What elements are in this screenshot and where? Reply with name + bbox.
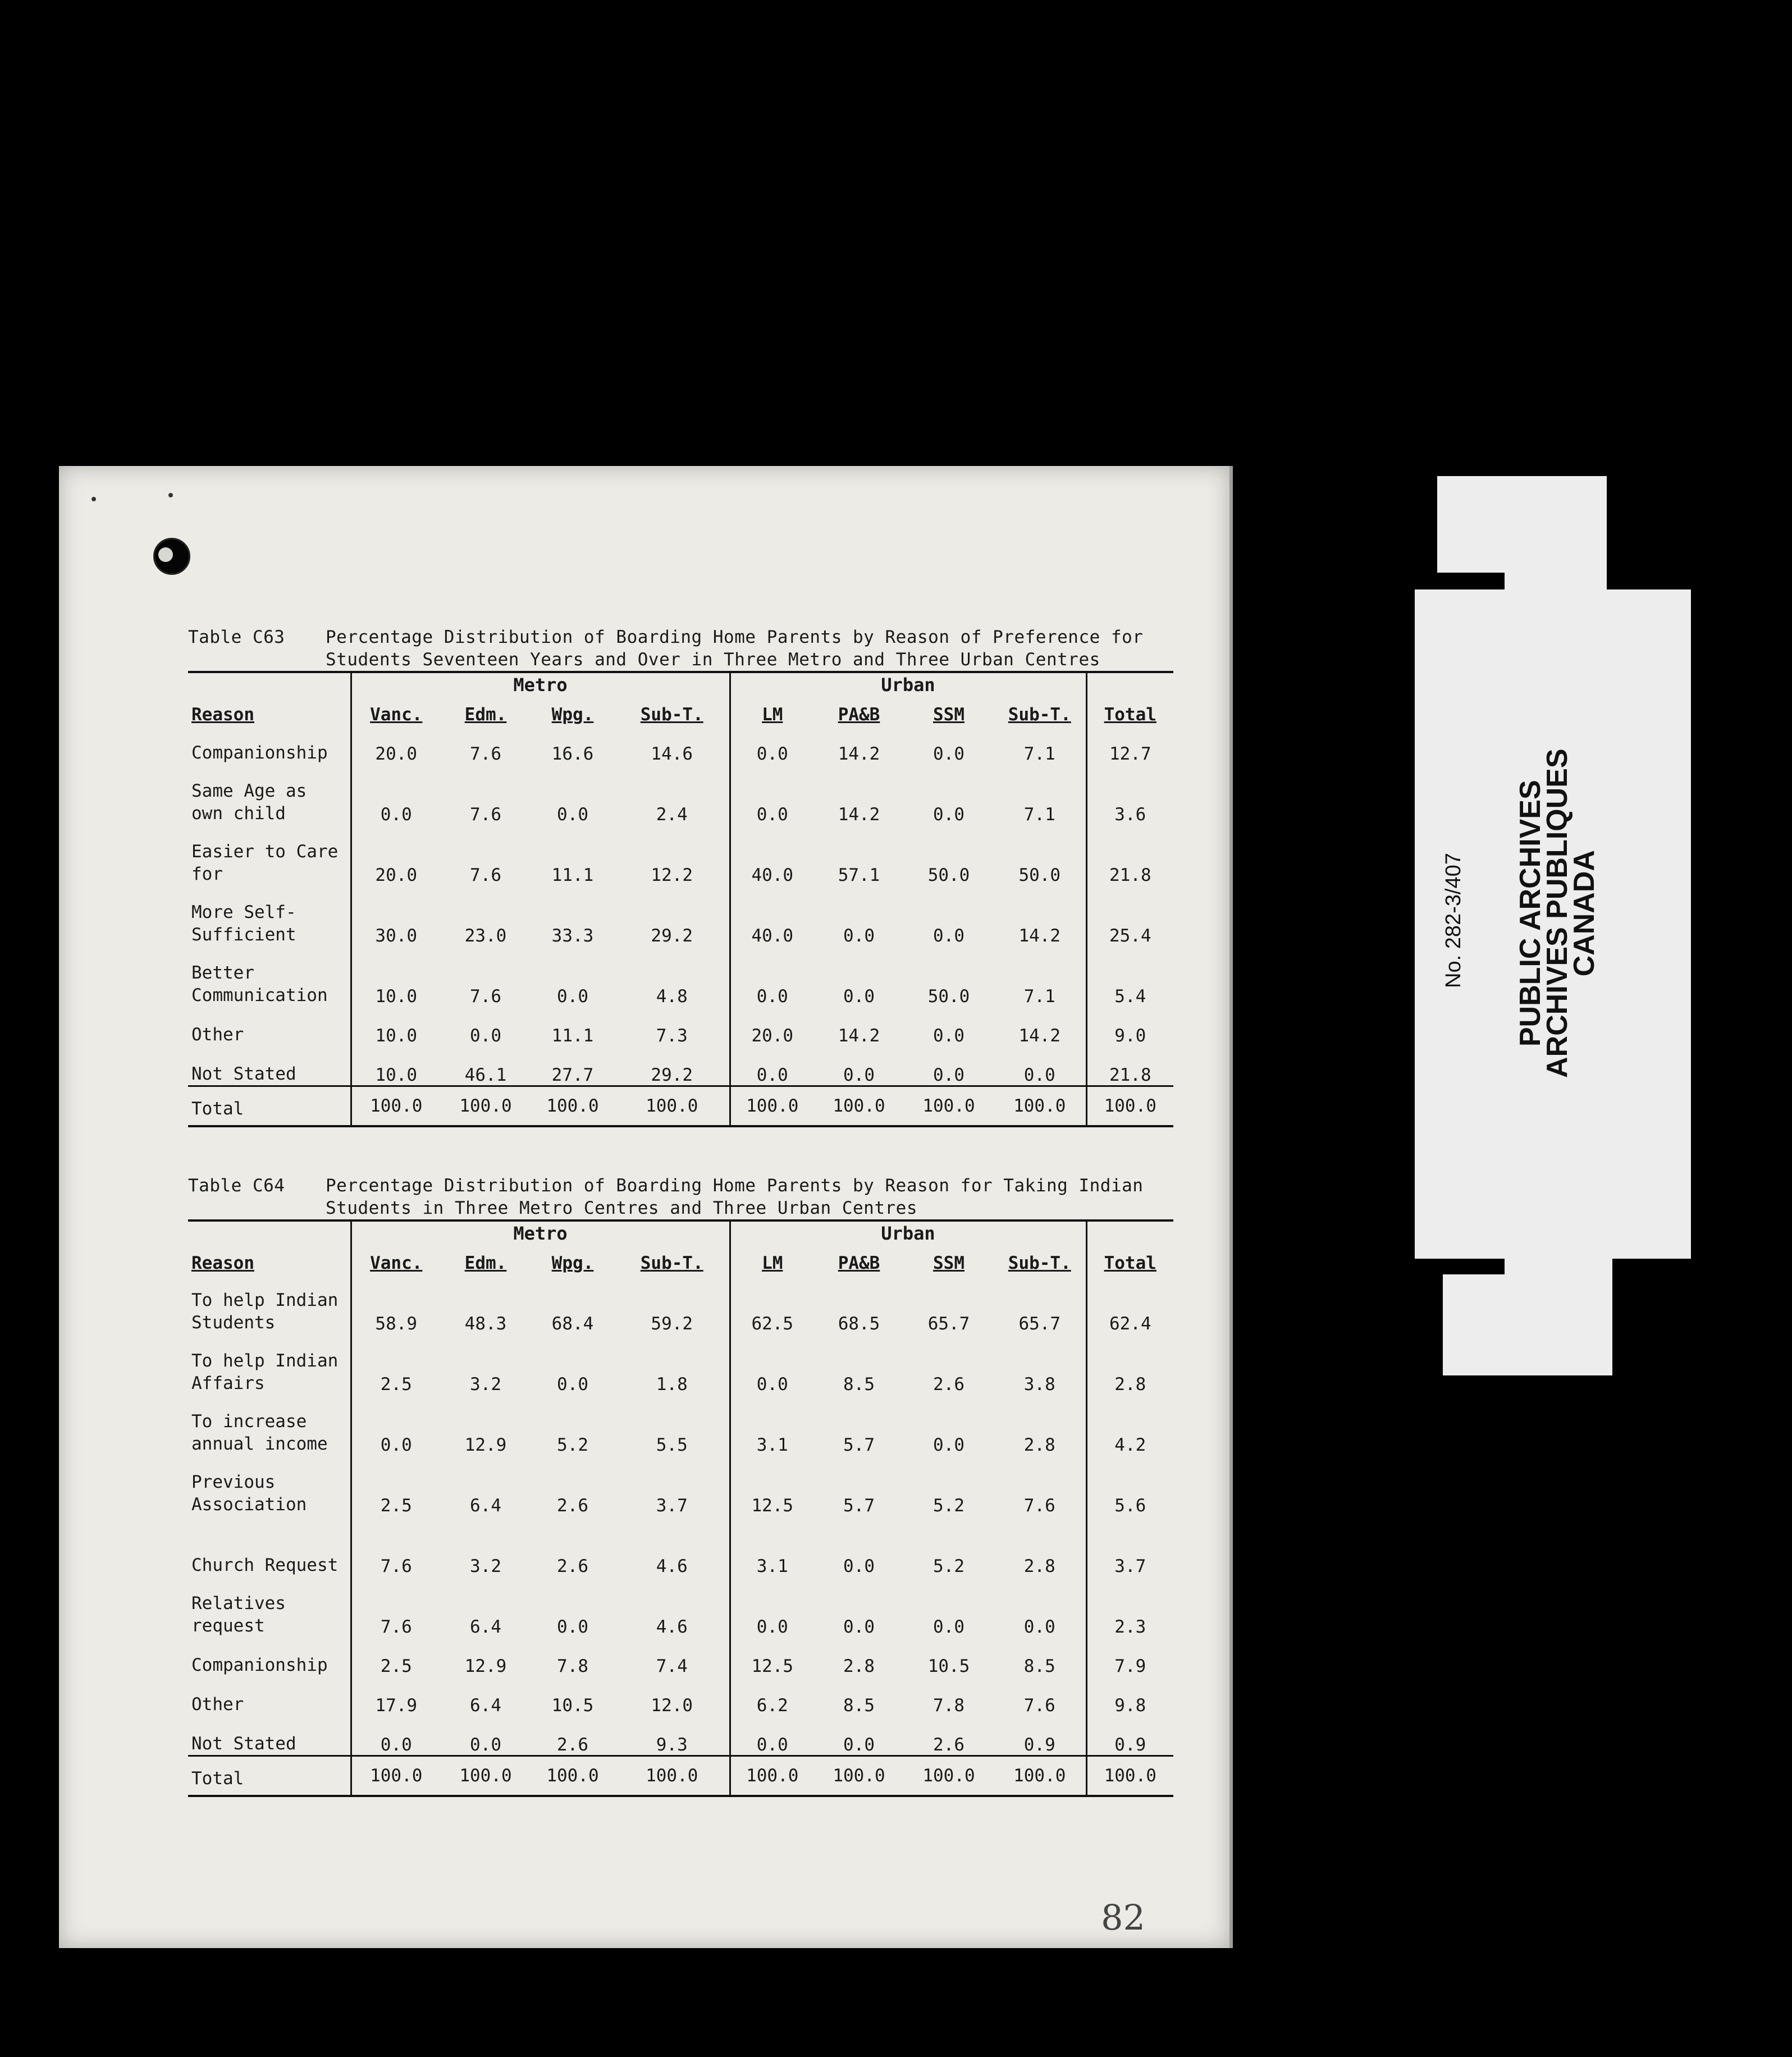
table-row <box>188 1007 1173 1046</box>
table-cell: 2.5 <box>380 1656 412 1676</box>
table-cell: 10.0 <box>375 986 418 1007</box>
table-c63-id: Table C63 <box>188 627 285 647</box>
table-c64-block <box>188 1174 1173 1797</box>
table-cell: 21.8 <box>1109 865 1151 885</box>
table-cell: 12.9 <box>464 1435 507 1455</box>
column-header-vanc: Vanc. <box>370 705 423 725</box>
table-cell: 100.0 <box>441 1086 531 1127</box>
table-c63 <box>188 671 1173 1127</box>
table-cell: 4.6 <box>615 1516 730 1576</box>
table-c64-header-row <box>188 1244 1173 1273</box>
table-cell: 4.6 <box>615 1576 730 1637</box>
table-cell: 100.0 <box>814 1086 904 1127</box>
table-cell: 6.4 <box>470 1617 501 1637</box>
table-cell: 0.0 <box>380 1435 412 1455</box>
table-row <box>188 825 1173 885</box>
label-notch <box>1415 573 1505 589</box>
table-cell: 7.6 <box>380 1556 412 1576</box>
table-cell: 100.0 <box>814 1756 904 1797</box>
row-reason: More Self-Sufficient <box>188 885 351 946</box>
table-cell: 2.8 <box>994 1395 1086 1455</box>
table-cell: 50.0 <box>927 865 970 885</box>
table-cell: 0.0 <box>470 1735 501 1755</box>
table-cell: 2.3 <box>1114 1617 1146 1637</box>
row-reason: Previous Association <box>188 1455 351 1516</box>
archive-label-line: PUBLIC ARCHIVES <box>1514 780 1547 1047</box>
table-cell: 100.0 <box>904 1086 994 1127</box>
label-notch <box>1415 1259 1505 1274</box>
table-cell: 0.0 <box>843 986 875 1007</box>
table-cell: 12.5 <box>751 1656 794 1676</box>
table-cell: 10.5 <box>927 1656 970 1676</box>
row-reason: To help Indian Affairs <box>188 1334 351 1395</box>
table-cell: 33.3 <box>551 926 594 946</box>
table-cell: 11.1 <box>551 865 594 885</box>
row-reason: Church Request <box>188 1516 351 1576</box>
table-cell: 5.7 <box>843 1435 875 1455</box>
table-cell: 6.2 <box>756 1695 788 1716</box>
table-cell: 29.2 <box>615 1046 730 1086</box>
table-cell: 8.5 <box>843 1374 875 1395</box>
table-cell: 0.0 <box>557 1374 588 1395</box>
column-header-metro-subtotal: Sub-T. <box>640 705 703 725</box>
table-cell: 68.5 <box>838 1314 880 1334</box>
row-reason: Not Stated <box>188 1046 351 1086</box>
archive-label-line: CANADA <box>1568 850 1601 977</box>
table-cell: 46.1 <box>464 1065 507 1085</box>
table-cell: 7.6 <box>470 804 501 825</box>
table-cell: 10.0 <box>375 1026 418 1046</box>
table-cell: 14.6 <box>615 725 730 764</box>
table-cell: 100.0 <box>531 1086 615 1127</box>
table-cell: 2.6 <box>557 1496 588 1516</box>
table-cell: 7.1 <box>994 946 1086 1007</box>
table-cell: 12.5 <box>751 1496 794 1516</box>
table-cell: 20.0 <box>751 1026 794 1046</box>
table-cell: 6.4 <box>470 1496 501 1516</box>
table-cell: 0.0 <box>843 1065 875 1085</box>
table-c63-group-row <box>188 672 1173 696</box>
group-header-metro: Metro <box>351 1221 730 1244</box>
table-cell: 1.8 <box>615 1334 730 1395</box>
table-row <box>188 1716 1173 1756</box>
table-c64 <box>188 1219 1173 1797</box>
table-cell: 50.0 <box>994 825 1086 885</box>
table-cell: 7.9 <box>1114 1656 1146 1676</box>
group-header-urban: Urban <box>730 672 1086 696</box>
table-cell: 10.5 <box>551 1695 594 1716</box>
table-cell: 0.0 <box>994 1046 1086 1086</box>
table-cell: 7.8 <box>933 1695 965 1716</box>
table-cell: 23.0 <box>464 926 507 946</box>
table-row <box>188 764 1173 825</box>
table-cell: 0.0 <box>933 1617 965 1637</box>
table-cell: 0.0 <box>843 1556 875 1576</box>
table-cell: 0.0 <box>843 1617 875 1637</box>
column-header-metro-subtotal: Sub-T. <box>640 1253 703 1273</box>
table-cell: 20.0 <box>375 865 418 885</box>
table-cell: 20.0 <box>375 744 418 764</box>
table-cell: 100.0 <box>730 1756 814 1797</box>
table-cell: 65.7 <box>927 1314 970 1334</box>
table-cell: 0.0 <box>557 804 588 825</box>
table-cell: 0.0 <box>557 1617 588 1637</box>
column-header-vanc: Vanc. <box>370 1253 423 1273</box>
table-cell: 65.7 <box>994 1273 1086 1334</box>
table-cell: 27.7 <box>551 1065 594 1085</box>
table-cell: 3.8 <box>994 1334 1086 1395</box>
document-page <box>59 466 1233 1948</box>
table-cell: 68.4 <box>551 1314 594 1334</box>
table-cell: 2.8 <box>1114 1374 1146 1395</box>
table-cell: 2.6 <box>933 1374 965 1395</box>
table-cell: 7.1 <box>994 725 1086 764</box>
table-cell: 6.4 <box>470 1695 501 1716</box>
table-cell: 100.0 <box>615 1756 730 1797</box>
row-reason: Other <box>188 1676 351 1716</box>
column-header-urban-subtotal: Sub-T. <box>1008 1253 1071 1273</box>
row-reason: To help Indian Students <box>188 1273 351 1334</box>
speck <box>92 497 96 501</box>
row-reason: Companionship <box>188 725 351 764</box>
table-row <box>188 1516 1173 1576</box>
table-cell: 0.0 <box>557 986 588 1007</box>
table-cell: 50.0 <box>927 986 970 1007</box>
table-cell: 8.5 <box>843 1695 875 1716</box>
table-cell: 7.6 <box>470 865 501 885</box>
table-cell: 25.4 <box>1109 926 1151 946</box>
table-cell: 0.0 <box>843 1735 875 1755</box>
table-cell: 0.0 <box>933 804 965 825</box>
row-reason: Relatives request <box>188 1576 351 1637</box>
row-reason: To increase annual income <box>188 1395 351 1455</box>
table-cell: 2.6 <box>557 1556 588 1576</box>
column-header-total: Total <box>1104 1253 1156 1273</box>
table-cell: 7.3 <box>615 1007 730 1046</box>
table-cell: 9.8 <box>1114 1695 1146 1716</box>
table-cell: 5.5 <box>615 1395 730 1455</box>
table-cell: 0.0 <box>756 1374 788 1395</box>
table-row <box>188 1395 1173 1455</box>
table-cell: 7.6 <box>380 1617 412 1637</box>
table-cell: 12.7 <box>1109 744 1151 764</box>
table-cell: 4.2 <box>1114 1435 1146 1455</box>
page-number: 82 <box>1101 1897 1145 1938</box>
table-c63-caption <box>188 626 1173 671</box>
table-cell: 5.4 <box>1114 986 1146 1007</box>
table-cell: 100.0 <box>904 1756 994 1797</box>
table-cell: 5.7 <box>843 1496 875 1516</box>
table-cell: 2.6 <box>933 1735 965 1755</box>
column-header-pab: PA&B <box>838 705 880 725</box>
table-cell: 7.1 <box>994 764 1086 825</box>
table-cell: 48.3 <box>464 1314 507 1334</box>
row-reason: Not Stated <box>188 1716 351 1756</box>
table-row <box>188 1576 1173 1637</box>
table-cell: 62.4 <box>1109 1314 1151 1334</box>
column-header-ssm: SSM <box>933 705 965 725</box>
table-cell: 21.8 <box>1109 1065 1151 1085</box>
column-header-edm: Edm. <box>464 705 507 725</box>
table-cell: 14.2 <box>838 804 880 825</box>
table-cell: 40.0 <box>751 926 794 946</box>
table-cell: 2.6 <box>557 1735 588 1755</box>
table-cell: 29.2 <box>615 885 730 946</box>
table-cell: 14.2 <box>994 1007 1086 1046</box>
row-reason: Total <box>188 1756 351 1797</box>
table-cell: 2.5 <box>380 1496 412 1516</box>
table-cell: 0.0 <box>843 926 875 946</box>
table-cell: 0.9 <box>994 1716 1086 1756</box>
table-cell: 7.6 <box>994 1676 1086 1716</box>
archive-label-text <box>1514 748 1601 1078</box>
table-cell: 8.5 <box>994 1637 1086 1676</box>
table-cell: 5.2 <box>933 1496 965 1516</box>
table-cell: 2.4 <box>615 764 730 825</box>
table-cell: 5.6 <box>1114 1496 1146 1516</box>
table-cell: 14.2 <box>994 885 1086 946</box>
row-reason: Better Communication <box>188 946 351 1007</box>
speck <box>168 493 173 497</box>
column-header-urban-subtotal: Sub-T. <box>1008 705 1071 725</box>
punch-hole <box>153 538 190 575</box>
table-cell: 0.0 <box>933 1026 965 1046</box>
table-cell: 100.0 <box>351 1756 441 1797</box>
column-header-edm: Edm. <box>464 1253 507 1273</box>
table-cell: 58.9 <box>375 1314 418 1334</box>
table-cell: 0.0 <box>756 1617 788 1637</box>
table-cell: 3.7 <box>615 1455 730 1516</box>
table-cell: 0.0 <box>756 1065 788 1085</box>
table-c64-title: Percentage Distribution of Boarding Home Parents by Reason for Taking Indian Students in Three Metro Centres and Three Urban Centres <box>326 1176 1144 1218</box>
table-row <box>188 885 1173 946</box>
table-cell: 0.0 <box>470 1026 501 1046</box>
table-cell: 3.1 <box>756 1556 788 1576</box>
table-cell: 0.0 <box>933 926 965 946</box>
column-header-pab: PA&B <box>838 1253 880 1273</box>
table-row <box>188 725 1173 764</box>
table-cell: 0.0 <box>933 744 965 764</box>
table-cell: 100.0 <box>441 1756 531 1797</box>
table-cell: 2.5 <box>380 1374 412 1395</box>
table-cell: 4.8 <box>615 946 730 1007</box>
group-header-metro: Metro <box>351 672 730 696</box>
table-c63-header-row <box>188 696 1173 725</box>
row-reason: Easier to Care for <box>188 825 351 885</box>
table-cell: 5.2 <box>933 1556 965 1576</box>
table-c64-group-row <box>188 1221 1173 1244</box>
table-cell: 2.8 <box>843 1656 875 1676</box>
column-header-wpg: Wpg. <box>551 1253 594 1273</box>
table-cell: 100.0 <box>994 1086 1086 1127</box>
table-cell: 7.8 <box>557 1656 588 1676</box>
table-cell: 0.0 <box>933 1065 965 1085</box>
table-row <box>188 1637 1173 1676</box>
table-cell: 7.6 <box>994 1455 1086 1516</box>
table-cell: 0.0 <box>380 804 412 825</box>
table-cell: 100.0 <box>730 1086 814 1127</box>
table-cell: 7.4 <box>615 1637 730 1676</box>
total-row <box>188 1086 1173 1127</box>
table-c64-caption <box>188 1174 1173 1219</box>
table-cell: 62.5 <box>751 1314 794 1334</box>
table-cell: 7.6 <box>470 744 501 764</box>
table-cell: 2.8 <box>994 1516 1086 1576</box>
table-row <box>188 1334 1173 1395</box>
column-header-lm: LM <box>762 1253 783 1273</box>
reason-column-header: Reason <box>188 1244 351 1273</box>
table-cell: 30.0 <box>375 926 418 946</box>
table-row <box>188 1676 1173 1716</box>
table-cell: 11.1 <box>551 1026 594 1046</box>
table-cell: 3.6 <box>1114 804 1146 825</box>
table-cell: 10.0 <box>375 1065 418 1085</box>
group-header-urban: Urban <box>730 1221 1086 1244</box>
table-cell: 57.1 <box>838 865 880 885</box>
table-cell: 3.2 <box>470 1556 501 1576</box>
table-cell: 0.0 <box>756 986 788 1007</box>
column-header-ssm: SSM <box>933 1253 965 1273</box>
table-cell: 59.2 <box>615 1273 730 1334</box>
table-cell: 7.6 <box>470 986 501 1007</box>
row-reason: Same Age as own child <box>188 764 351 825</box>
row-reason: Total <box>188 1086 351 1127</box>
table-cell: 3.1 <box>756 1435 788 1455</box>
table-cell: 100.0 <box>531 1756 615 1797</box>
table-cell: 40.0 <box>751 865 794 885</box>
table-c63-title: Percentage Distribution of Boarding Home Parents by Reason of Preference for Students Seventeen Years and Over in Three Metro and Three Urban Centres <box>326 627 1144 670</box>
table-cell: 100.0 <box>1086 1086 1173 1127</box>
column-header-wpg: Wpg. <box>551 705 594 725</box>
table-cell: 3.2 <box>470 1374 501 1395</box>
reason-column-header: Reason <box>188 696 351 725</box>
table-row <box>188 1273 1173 1334</box>
table-cell: 0.0 <box>933 1435 965 1455</box>
table-c63-block <box>188 626 1173 1127</box>
table-cell: 14.2 <box>838 744 880 764</box>
archive-label-line: ARCHIVES PUBLIQUES <box>1541 748 1574 1078</box>
column-header-total: Total <box>1104 705 1156 725</box>
table-c64-id: Table C64 <box>188 1176 285 1196</box>
table-cell: 12.2 <box>615 825 730 885</box>
table-cell: 100.0 <box>615 1086 730 1127</box>
table-cell: 0.0 <box>380 1735 412 1755</box>
table-cell: 14.2 <box>838 1026 880 1046</box>
table-cell: 0.0 <box>994 1576 1086 1637</box>
table-cell: 0.0 <box>756 1735 788 1755</box>
table-cell: 9.0 <box>1114 1026 1146 1046</box>
table-cell: 100.0 <box>994 1756 1086 1797</box>
table-cell: 0.9 <box>1114 1735 1146 1755</box>
table-cell: 12.0 <box>615 1676 730 1716</box>
table-row <box>188 1046 1173 1086</box>
table-row <box>188 946 1173 1007</box>
table-cell: 12.9 <box>464 1656 507 1676</box>
table-cell: 5.2 <box>557 1435 588 1455</box>
column-header-lm: LM <box>762 705 783 725</box>
total-row <box>188 1756 1173 1797</box>
table-cell: 100.0 <box>1086 1756 1173 1797</box>
table-cell: 100.0 <box>351 1086 441 1127</box>
table-cell: 0.0 <box>756 744 788 764</box>
row-reason: Other <box>188 1007 351 1046</box>
table-row <box>188 1455 1173 1516</box>
table-cell: 3.7 <box>1114 1556 1146 1576</box>
table-cell: 9.3 <box>615 1716 730 1756</box>
table-cell: 0.0 <box>756 804 788 825</box>
archive-number: No. 282-3/407 <box>1442 853 1465 988</box>
row-reason: Companionship <box>188 1637 351 1676</box>
table-cell: 17.9 <box>375 1695 418 1716</box>
table-cell: 16.6 <box>551 744 594 764</box>
